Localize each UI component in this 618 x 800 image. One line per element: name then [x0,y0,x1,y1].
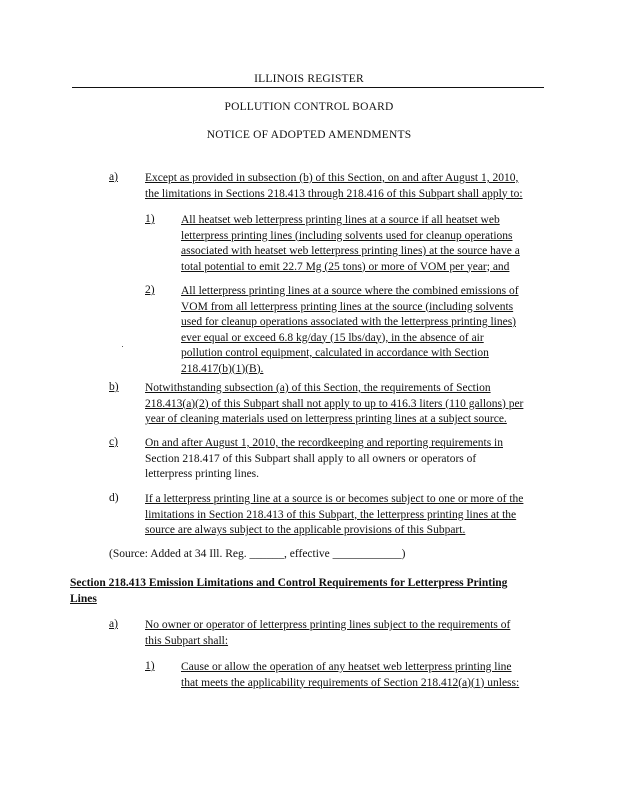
text-line: pollution control equipment, calculated in accordance with Section [181,347,489,359]
text-line: On and after August 1, 2010, the recordkeeping and reporting requirements in [145,437,503,449]
subsection-a2-text [181,284,519,377]
text-line: year of cleaning materials used on letterpress printing lines at a subject source. [145,413,507,425]
source-note-text: (Source: Added at 34 Ill. Reg. ______, effective ____________) [109,548,406,560]
text-line: total potential to emit 22.7 Mg (25 tons) or more of VOM per year; and [181,260,510,273]
section-subsection-label-a: a) [109,618,118,630]
text-line: All letterpress printing lines at a source where the combined emissions of [181,285,519,297]
section-subsection-a1-text [181,660,519,691]
text-line: used for cleanup operations associated with the letterpress printing lines) [181,316,516,328]
text-line: Except as provided in subsection (b) of this Section, on and after August 1, 2010, [145,172,519,184]
section-subsection-label-a1: 1) [145,660,155,672]
subsection-label-a1: 1) [145,213,155,225]
text-line: letterpress printing lines. [145,468,260,480]
section-subsection-a-text [145,618,510,649]
text-line: Notwithstanding subsection (a) of this Section, the requirements of Section [145,382,491,394]
subsection-d-text [145,492,523,539]
scan-speck [122,346,123,347]
subsection-label-a2: 2) [145,284,155,296]
subsection-b-text [145,381,523,428]
text-line: Cause or allow the operation of any heatset web letterpress printing line [181,661,512,673]
subsection-a1-text [181,213,520,275]
text-line: this Subpart shall: [145,634,229,647]
source-note [109,547,406,563]
section-heading-line: Lines [70,592,97,605]
subsection-c-text [145,436,503,483]
text-line: letterpress printing lines (including solvents used for cleanup operations [181,229,513,242]
register-title: ILLINOIS REGISTER [254,73,364,85]
text-line: If a letterpress printing line at a source is or becomes subject to one or more of the [145,493,524,505]
section-heading-line: Section 218.413 Emission Limitations and Control Requirements for Letterpress Printing [70,577,508,589]
notice-title: NOTICE OF ADOPTED AMENDMENTS [206,129,412,141]
subsection-label-a: a) [109,171,118,183]
text-line: the limitations in Sections 218.413 through 218.416 of this Subpart shall apply to: [145,187,523,200]
board-title: POLLUTION CONTROL BOARD [224,101,394,113]
subsection-label-d: d) [109,492,119,504]
header-rule [72,87,544,88]
text-line: All heatset web letterpress printing lines at a source if all heatset web [181,214,500,226]
subsection-label-c: c) [109,436,118,448]
subsection-label-b: b) [109,381,119,393]
text-line: limitations in Section 218.413 of this Subpart, the letterpress printing lines at the [145,508,517,521]
text-line: Section 218.417 of this Subpart shall apply to all owners or operators of [145,452,477,465]
text-line: No owner or operator of letterpress printing lines subject to the requirements of [145,619,511,631]
text-line: associated with heatset web letterpress printing lines) at the source have a [181,245,520,257]
text-line: VOM from all letterpress printing lines at the source (including solvents [181,300,514,313]
text-line: 218.417(b)(1)(B). [181,362,264,375]
text-line: that meets the applicability requirements of Section 218.412(a)(1) unless: [181,676,520,689]
text-line: source are always subject to the applicable provisions of this Subpart. [145,524,466,536]
subsection-a-text [145,171,523,202]
text-line: ever equal or exceed 6.8 kg/day (15 lbs/day), in the absence of air [181,331,484,344]
text-line: 218.413(a)(2) of this Subpart shall not apply to up to 416.3 liters (110 gallons) per [145,397,524,410]
section-heading [70,576,544,607]
